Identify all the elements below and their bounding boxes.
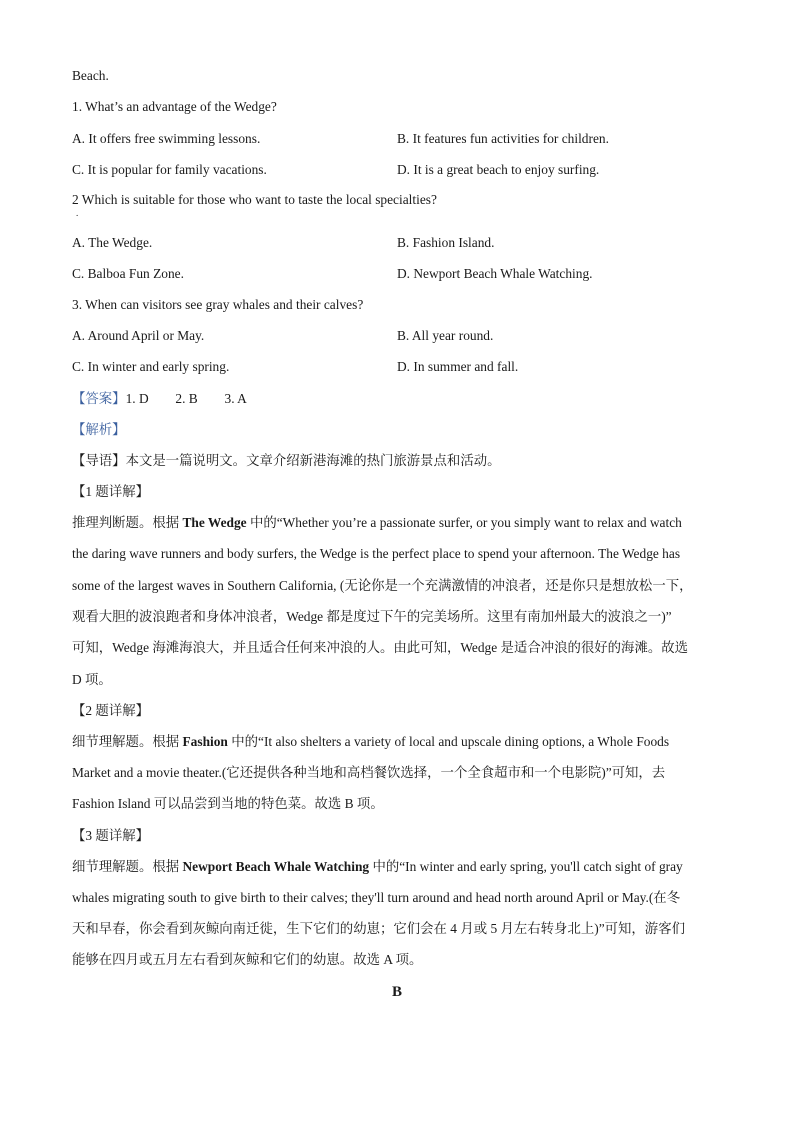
- detail1-line1: [72, 513, 724, 533]
- detail1-line6: D 项。: [72, 672, 112, 687]
- detail3-line3: 天和早春，你会看到灰鲸向南迁徙，生下它们的幼崽；它们会在 4 月或 5 月左右转身北上)”可知，游客们: [72, 921, 685, 936]
- q2-stem: 2 Which is suitable for those who want to taste the local specialties?: [72, 192, 437, 207]
- answer-label: 【答案】: [72, 391, 126, 406]
- detail2-line1-rest: 中的“It also shelters a variety of local and upscale dining options, a Whole Foods: [227, 734, 670, 749]
- q3-option-b: B. All year round.: [397, 328, 494, 343]
- detail1-line1-rest: 中的“Whether you’re a passionate surfer, or you simply want to relax and watch: [246, 515, 682, 530]
- detail2-prefix: 细节理解题。根据: [72, 734, 183, 749]
- detail3-line1: [72, 857, 724, 877]
- guide-label: 【导语】: [72, 453, 126, 468]
- detail2-label: 【2 题详解】: [72, 703, 149, 718]
- intro-tail: Beach.: [72, 68, 109, 83]
- answer-text: 1. D 2. B 3. A: [125, 391, 247, 406]
- detail3-line4: 能够在四月或五月左右看到灰鲸和它们的幼崽。故选 A 项。: [72, 952, 423, 967]
- analysis-label: 【解析】: [72, 422, 126, 437]
- q3-stem: 3. When can visitors see gray whales and their calves?: [72, 297, 364, 312]
- detail2-line3: Fashion Island 可以品尝到当地的特色菜。故选 B 项。: [72, 796, 384, 811]
- detail1-line2: the daring wave runners and body surfers, the Wedge is the perfect place to spend your afternoon. The Wedge has: [72, 546, 681, 561]
- q2-option-c: C. Balboa Fun Zone.: [72, 266, 184, 281]
- q1-option-b: B. It features fun activities for children.: [397, 131, 609, 146]
- detail3-label: 【3 题详解】: [72, 828, 149, 843]
- detail1-keyword: The Wedge: [182, 515, 247, 530]
- q2-option-d: D. Newport Beach Whale Watching.: [397, 266, 593, 281]
- q1-stem: 1. What’s an advantage of the Wedge?: [72, 99, 277, 114]
- guide-text: 本文是一篇说明文。文章介绍新港海滩的热门旅游景点和活动。: [125, 453, 501, 468]
- q1-option-d: D. It is a great beach to enjoy surfing.: [397, 162, 600, 177]
- detail1-label: 【1 题详解】: [72, 484, 149, 499]
- detail2-line1: [72, 732, 724, 752]
- detail3-line2: whales migrating south to give birth to their calves; they'll turn around and head north around April or May.(在冬: [72, 890, 681, 905]
- detail3-keyword: Newport Beach Whale Watching: [182, 859, 370, 874]
- detail1-line5: 可知，Wedge 海滩海浪大，并且适合任何来冲浪的人。由此可知，Wedge 是适合冲浪的很好的海滩。故选: [72, 640, 689, 655]
- q1-option-a: A. It offers free swimming lessons.: [72, 131, 261, 146]
- guide-line: [72, 451, 724, 471]
- q2-stem-dot: .: [76, 208, 79, 218]
- detail2-keyword: Fashion: [182, 734, 228, 749]
- detail1-line4: 观看大胆的波浪跑者和身体冲浪者，Wedge 都是度过下午的完美场所。这里有南加州最大的波浪之一)”: [72, 609, 672, 624]
- detail2-line2: Market and a movie theater.(它还提供各种当地和高档餐饮选择，一个全食超市和一个电影院)”可知，去: [72, 765, 666, 780]
- q2-option-b: B. Fashion Island.: [397, 235, 495, 250]
- next-section-heading: B: [391, 984, 402, 1000]
- detail1-line3: some of the largest waves in Southern California, (无论你是一个充满激情的冲浪者，还是你只是想放松一下，: [72, 578, 693, 593]
- detail3-prefix: 细节理解题。根据: [72, 859, 183, 874]
- answer-line: [72, 389, 724, 409]
- q3-option-c: C. In winter and early spring.: [72, 359, 230, 374]
- q3-option-d: D. In summer and fall.: [397, 359, 519, 374]
- q2-option-a: A. The Wedge.: [72, 235, 153, 250]
- detail3-line1-rest: 中的“In winter and early spring, you'll catch sight of gray: [369, 859, 683, 874]
- q3-option-a: A. Around April or May.: [72, 328, 205, 343]
- detail1-prefix: 推理判断题。根据: [72, 515, 183, 530]
- q1-option-c: C. It is popular for family vacations.: [72, 162, 267, 177]
